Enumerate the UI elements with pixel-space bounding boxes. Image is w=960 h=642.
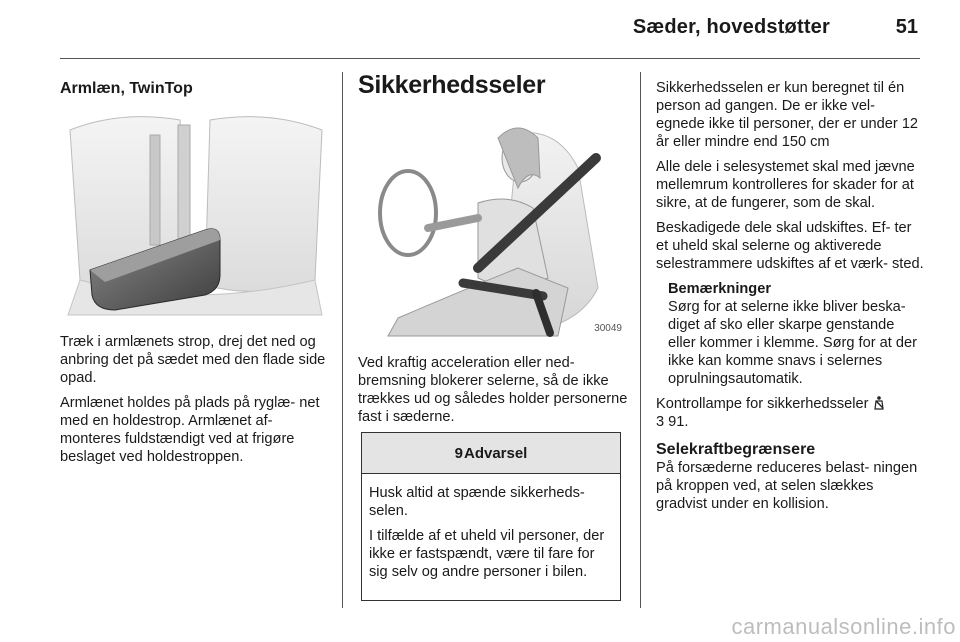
lamp-reference [656,395,924,431]
note-text: Sørg for at selerne ikke bliver beska- diget af sko eller skarpe genstande eller kommer i klemme. Sørg for at der ikke kan komme snavs i selernes oprulningsautomatik. [668,299,917,387]
page-title: Sæder, hovedstøtter [632,16,830,38]
column-divider-left [342,72,343,608]
warning-paragraph: Husk altid at spænde sikkerheds- selen. [369,485,585,519]
page-number: 51 [895,16,918,38]
warning-triangle-icon: 9 [454,444,463,462]
section-heading-armrest: Armlæn, TwinTop [60,80,193,97]
paragraph: På forsæderne reduceres belast- ningen på kroppen ved, at selen slækkes gradvist under en kollision. [656,460,918,512]
warning-paragraph: I tilfælde af et uheld vil personer, der ikke er fastspændt, være til fare for sig selv og andre personer i bilen. [369,528,605,580]
note-block [656,280,924,388]
paragraph: Træk i armlænets strop, drej det ned og anbring det på sædet med den flade side opad. [60,334,326,386]
paragraph: Ved kraftig acceleration eller ned- bremsning blokerer selerne, så de ikke trækkes ud og således holder personerne fast i sæderne. [358,355,628,425]
figure-code: 30049 [594,323,622,334]
warning-box [361,432,621,601]
header-divider [60,58,920,59]
left-column-text [60,333,335,473]
warning-title: Advarsel [463,444,528,462]
paragraph: Sikkerhedsselen er kun beregnet til én person ad gangen. De er ikke vel- egnede ikke til personer, der er under 12 år eller mindre end 150 cm [656,80,919,150]
left-column [60,80,330,98]
seat-armrest-illustration [60,110,330,320]
right-column [656,79,924,520]
column-divider-right [640,72,641,608]
paragraph: Beskadigede dele skal udskiftes. Ef- ter et uheld skal selerne og aktiverede selestrammere udskiftes af et værk- sted. [656,220,924,272]
driver-seatbelt-illustration [358,118,626,340]
note-title: Bemærkninger [668,281,771,297]
middle-column-text [358,354,628,433]
subheading-force-limiters: Selekraftbegrænsere [656,441,816,458]
paragraph: Alle dele i selesystemet skal med jævne mellemrum kontrolleres for skader for at sikre, at de fungerer, som de skal. [656,159,915,211]
watermark-text: carmanualsonline.info [731,614,956,639]
lamp-text: Kontrollampe for sikkerhedsseler [656,396,869,412]
warning-header [362,433,620,474]
section-heading-seatbelts: Sikkerhedsseler [358,71,546,99]
middle-column [358,71,628,99]
seatbelt-warning-icon [873,396,885,412]
paragraph: Armlænet holdes på plads på ryglæ- net med en holdestrop. Armlænet af- monteres fuldstændigt ved at frigøre beslaget ved holdestroppen. [60,395,320,465]
page-reference-link[interactable]: 3 91. [656,414,689,430]
warning-body [362,474,620,581]
